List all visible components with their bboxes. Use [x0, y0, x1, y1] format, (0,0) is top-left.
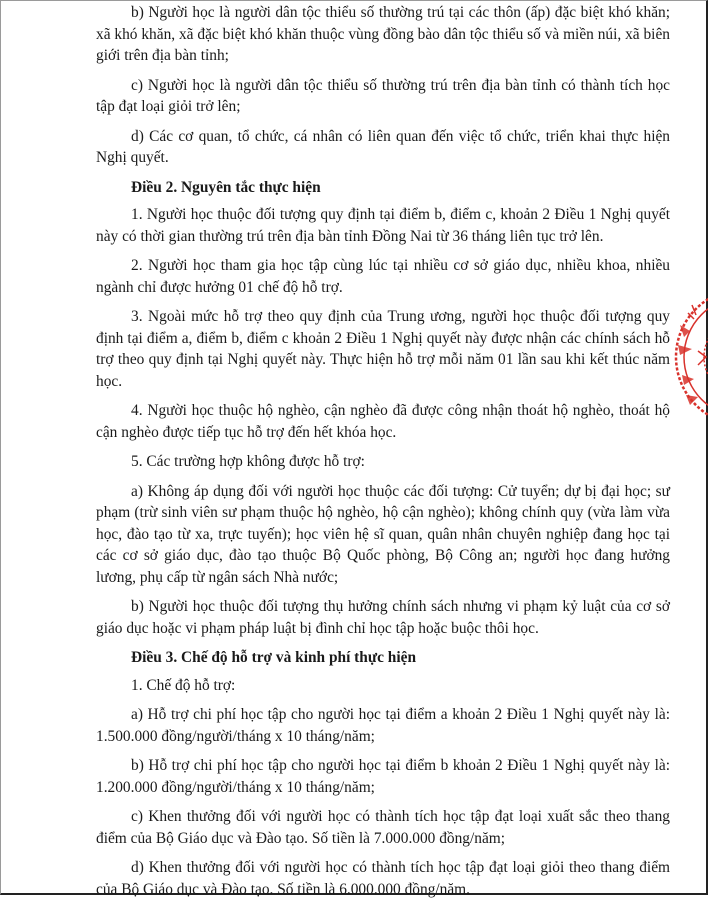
article-2-clause-1: 1. Người học thuộc đối tượng quy định tại điểm b, điểm c, khoản 2 Điều 1 Nghị quyết này có thời gian thường trú trên địa bàn tỉnh Đồng Nai từ 36 tháng liên tục trở lên.: [96, 206, 670, 245]
article-2-clause-3: 3. Ngoài mức hỗ trợ theo quy định của Trung ương, người học thuộc đối tượng quy định tại điểm a, điểm b, điểm c khoản 2 Điều 1 Nghị quyết này được nhận các chính sách hỗ trợ theo quy định tại Nghị quyết này. Thực hiện hỗ trợ mỗi năm 01 lần sau khi kết thúc năm học.: [96, 308, 670, 390]
article-3-heading: Điều 3. Chế độ hỗ trợ và kinh phí thực hiện: [131, 649, 417, 666]
article-2-heading: Điều 2. Nguyên tắc thực hiện: [131, 178, 321, 196]
article-3-clause-1d: d) Khen thưởng đối với người học có thành tích học tập đạt loại giỏi theo thang điểm của Bộ Giáo dục và Đào tạo. Số tiền là 6.000.000 đồng/năm.: [96, 859, 670, 898]
paragraph-1c: c) Người học là người dân tộc thiểu số thường trú trên địa bàn tỉnh có thành tích học tập đạt loại giỏi trở lên;: [96, 76, 670, 115]
red-seal-stamp: [672, 285, 708, 430]
seal-graphic: [672, 285, 708, 430]
article-2-clause-5a: a) Không áp dụng đối với người học thuộc các đối tượng: Cử tuyển; dự bị đại học; sư phạm (trừ sinh viên sư phạm thuộc hộ nghèo, hộ cận nghèo); không chính quy (vừa làm vừa học, đào tạo từ xa, trực tuyến); học viên hệ sĩ quan, quân nhân chuyên nghiệp đang học tại các cơ sở giáo dục, đào tạo thuộc Bộ Quốc phòng, Bộ Công an; người học đang hưởng lương, phụ cấp từ ngân sách Nhà nước;: [96, 482, 670, 586]
article-2-clause-2: 2. Người học tham gia học tập cùng lúc tại nhiều cơ sở giáo dục, nhiều khoa, nhiều ngành chỉ được hưởng 01 chế độ hỗ trợ.: [96, 257, 670, 296]
article-3-clause-1c: c) Khen thưởng đối với người học có thành tích học tập đạt loại xuất sắc theo thang điểm của Bộ Giáo dục và Đào tạo. Số tiền là 7.000.000 đồng/năm;: [96, 808, 670, 847]
article-3-clause-1b: b) Hỗ trợ chi phí học tập cho người học tại điểm b khoản 2 Điều 1 Nghị quyết này là: 1.200.000 đồng/người/tháng x 10 tháng/năm;: [96, 757, 670, 796]
document-body: [96, 2, 670, 908]
article-3-clause-1: 1. Chế độ hỗ trợ:: [131, 676, 236, 694]
paragraph-1d: d) Các cơ quan, tổ chức, cá nhân có liên quan đến việc tổ chức, triển khai thực hiện Nghị quyết.: [96, 127, 670, 166]
article-2-clause-4: 4. Người học thuộc hộ nghèo, cận nghèo đã được công nhận thoát hộ nghèo, thoát hộ cận nghèo được tiếp tục hỗ trợ đến hết khóa học.: [96, 402, 670, 441]
article-3-clause-1a: a) Hỗ trợ chi phí học tập cho người học tại điểm a khoản 2 Điều 1 Nghị quyết này là: 1.500.000 đồng/người/tháng x 10 tháng/năm;: [96, 706, 670, 745]
paragraph-1b: b) Người học là người dân tộc thiểu số thường trú tại các thôn (ấp) đặc biệt khó khăn; xã khó khăn, xã đặc biệt khó khăn thuộc vùng đồng bào dân tộc thiểu số và miền núi, xã biên giới trên địa bàn tỉnh;: [96, 4, 670, 64]
article-2-clause-5b: b) Người học thuộc đối tượng thụ hưởng chính sách nhưng vi phạm kỷ luật của cơ sở giáo dục hoặc vi phạm pháp luật bị đình chỉ học tập hoặc buộc thôi học.: [96, 598, 670, 637]
article-2-clause-5: 5. Các trường hợp không được hỗ trợ:: [131, 453, 365, 470]
